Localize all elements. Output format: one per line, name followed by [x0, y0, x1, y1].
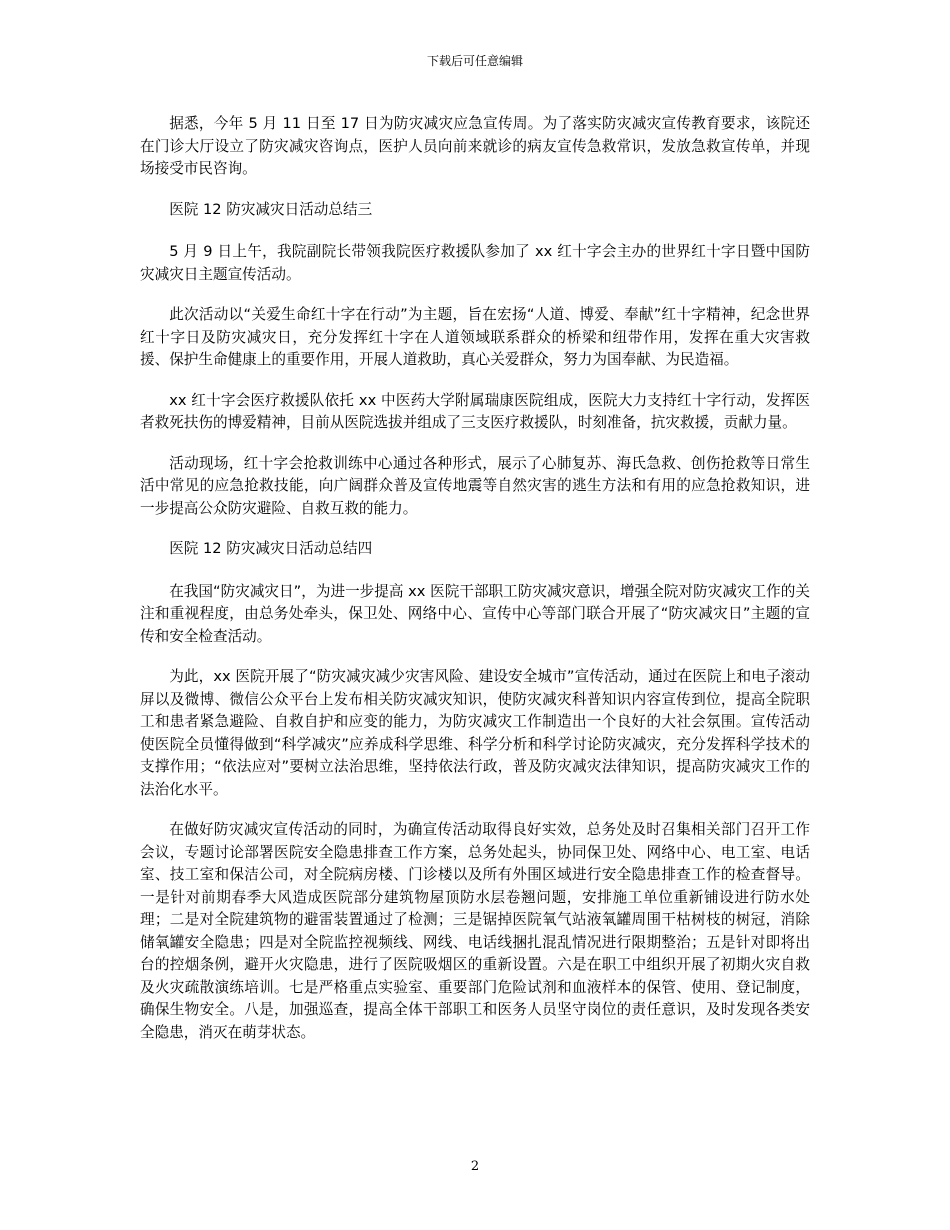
- section-heading-3: 医院 12 防灾减灾日活动总结三: [169, 200, 373, 218]
- paragraph: 活动现场，红十字会抢救训练中心通过各种形式，展示了心肺复苏、海氏急救、创伤抢救等日常生活中常见的应急抢救技能，向广阔群众普及宣传地震等自然灾害的逃生方法和有用的应急抢救知识，进一步提高公众防灾避险、自救互救的能力。: [140, 454, 810, 517]
- paragraph: 在做好防灾减灾宣传活动的同时，为确宣传活动取得良好实效，总务处及时召集相关部门召开工作会议，专题讨论部署医院安全隐患排查工作方案，总务处起头，协同保卫处、网络中心、电工室、电话室、技工室和保洁公司，对全院病房楼、门诊楼以及所有外围区域进行安全隐患排查工作的检查督导。一是针对前期春季大风造成医院部分建筑物屋顶防水层卷翘问题，安排施工单位重新铺设进行防水处理；二是对全院建筑物的避雷装置通过了检测；三是锯掉医院氧气站液氧罐周围干枯树枝的树冠，消除储氧罐安全隐患；四是对全院监控视频线、网线、电话线捆扎混乱情况进行限期整治；五是针对即将出台的控烟条例，避开火灾隐患，进行了医院吸烟区的重新设置。六是在职工中组织开展了初期火灾自救及火灾疏散演练培训。七是严格重点实验室、重要部门危险试剂和血液样本的保管、使用、登记制度，确保生物安全。八是，加强巡查，提高全体干部职工和医务人员坚守岗位的责任意识，及时发现各类安全隐患，消灭在萌芽状态。: [140, 821, 810, 1041]
- document-body: [140, 113, 810, 1062]
- header-note: 下载后可任意编辑: [426, 54, 523, 68]
- paragraph: 此次活动以“关爱生命红十字在行动”为主题，旨在宏扬“人道、博爱、奉献”红十字精神，纪念世界红十字日及防灾减灾日，充分发挥红十字在人道领域联系群众的桥梁和纽带作用，发挥在重大灾害救援、保护生命健康上的重要作用，开展人道救助，真心关爱群众，努力为国奉献、为民造福。: [140, 306, 810, 368]
- section-heading-4: 医院 12 防灾减灾日活动总结四: [169, 540, 373, 557]
- page-number: 2: [470, 1159, 480, 1174]
- paragraph: 为此，xx 医院开展了“防灾减灾减少灾害风险、建设安全城市”宣传活动，通过在医院上和电子滚动屏以及微博、微信公众平台上发布相关防灾减灾知识，使防灾减灾科普知识内容宣传到位，提高全院职工和患者紧急避险、自救自护和应变的能力，为防灾减灾工作制造出一个良好的大社会氛围。宣传活动使医院全员懂得做到“科学减灾”应养成科学思维、科学分析和科学讨论防灾减灾，充分发挥科学技术的支撑作用；“依法应对”要树立法治思维，坚持依法行政，普及防灾减灾法律知识，提高防灾减灾工作的法治化水平。: [140, 668, 810, 798]
- paragraph: 在我国“防灾减灾日”，为进一步提高 xx 医院干部职工防灾减灾意识，增强全院对防灾减灾工作的关注和重视程度，由总务处牵头，保卫处、网络中心、宣传中心等部门联合开展了“防灾减灾日”主题的宣传和安全检查活动。: [140, 582, 810, 645]
- paragraph: xx 红十字会医疗救援队依托 xx 中医药大学附属瑞康医院组成，医院大力支持红十字行动，发挥医者救死扶伤的博爱精神，目前从医院选拔并组成了三支医疗救援队，时刻准备，抗灾救援，贡献力量。: [140, 391, 810, 431]
- paragraph: 5 月 9 日上午，我院副院长带领我院医疗救援队参加了 xx 红十字会主办的世界红十字日暨中国防灾减灾日主题宣传活动。: [140, 243, 810, 283]
- paragraph-intro: 据悉，今年 5 月 11 日至 17 日为防灾减灾应急宣传周。为了落实防灾减灾宣传教育要求，该院还在门诊大厅设立了防灾减灾咨询点，医护人员向前来就诊的病友宣传急救常识，发放急救宣传单，并现场接受市民咨询。: [140, 115, 810, 177]
